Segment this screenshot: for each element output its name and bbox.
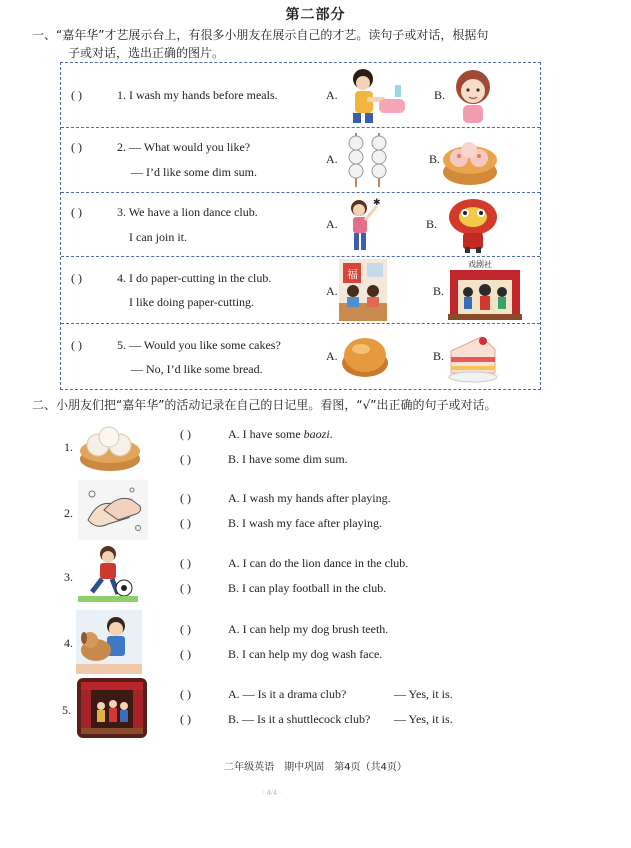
item-text: 2. — What would you like?	[117, 140, 251, 154]
part1-row-2	[61, 127, 540, 193]
option-a-text: A. I wash my hands after playing.	[228, 491, 391, 505]
opera-stage-image[interactable]	[446, 258, 524, 320]
dim-sum-steamer-image[interactable]	[441, 132, 499, 188]
girl-dancing-image[interactable]	[343, 196, 383, 252]
part1-row-1	[61, 63, 540, 128]
svg-text:✱: ✱	[373, 197, 381, 207]
option-a-label: A.	[326, 152, 338, 166]
option-a-text: A. I can do the lion dance in the club.	[228, 556, 409, 570]
page-title: 第二部分	[285, 7, 346, 23]
opera-sign: 戏剧社	[468, 260, 492, 269]
skewer-balls-image[interactable]	[343, 133, 393, 187]
item-text: 5. — Would you like some cakes?	[117, 338, 281, 352]
option-a-label: A.	[326, 88, 338, 102]
answer-blank[interactable]: ( )	[180, 712, 191, 726]
answer-blank[interactable]: ( )	[71, 271, 82, 285]
option-b-label: B.	[433, 349, 445, 363]
girl-washing-hands-image[interactable]	[341, 67, 411, 123]
item-text-line2: I can join it.	[129, 230, 187, 244]
svg-text:福: 福	[347, 269, 358, 281]
answer-blank[interactable]: ( )	[180, 491, 191, 505]
part1-table	[60, 62, 541, 390]
option-a-text	[228, 427, 333, 442]
option-a-label: A.	[326, 284, 338, 298]
boy-with-dog-image[interactable]	[76, 610, 142, 674]
option-a-italic: baozi	[303, 427, 330, 441]
answer-blank[interactable]: ( )	[180, 427, 191, 441]
item-text-line2: — No, I’d like some bread.	[131, 362, 263, 376]
option-a-reply: — Yes, it is.	[394, 687, 453, 701]
answer-blank[interactable]: ( )	[180, 647, 191, 661]
part1-heading-line2: 子或对话，选出正确的图片。	[68, 46, 225, 60]
page-mark: · 4/4 ·	[262, 788, 282, 797]
answer-blank[interactable]: ( )	[71, 205, 82, 219]
option-a-label: A.	[326, 217, 338, 231]
part1-heading-line1: 一、“嘉年华”才艺展示台上，有很多小朋友在展示自己的才艺。读句子或对话，根据句	[32, 28, 489, 42]
bread-image[interactable]	[341, 333, 389, 379]
item-text-line2: I like doing paper-cutting.	[129, 295, 255, 309]
option-a-text: A. — Is it a drama club?	[228, 687, 347, 701]
answer-blank[interactable]: ( )	[71, 140, 82, 154]
option-a-text-end: .	[329, 427, 333, 441]
answer-blank[interactable]: ( )	[180, 452, 191, 466]
item-text: 1. I wash my hands before meals.	[117, 88, 278, 102]
option-b-text: B. I wash my face after playing.	[228, 516, 382, 530]
answer-blank[interactable]: ( )	[180, 516, 191, 530]
option-b-label: B.	[429, 152, 441, 166]
item-number: 5.	[62, 703, 71, 717]
answer-blank[interactable]: ( )	[180, 556, 191, 570]
item-number: 1.	[64, 440, 73, 454]
boy-football-image[interactable]	[78, 544, 138, 602]
option-b-reply: — Yes, it is.	[394, 712, 453, 726]
washing-hands-image[interactable]	[78, 480, 148, 540]
option-a-label: A.	[326, 349, 338, 363]
page-footer: 二年级英语 期中巩固 第4页（共4页）	[224, 762, 407, 773]
answer-blank[interactable]: ( )	[180, 687, 191, 701]
option-a-text-start: A. I have some	[228, 427, 304, 441]
option-b-label: B.	[434, 88, 446, 102]
answer-blank[interactable]: ( )	[71, 338, 82, 352]
baozi-steamer-image[interactable]	[78, 425, 142, 473]
lion-dance-head-image[interactable]	[447, 195, 499, 253]
option-b-text: B. — Is it a shuttlecock club?	[228, 712, 371, 726]
item-text: 4. I do paper-cutting in the club.	[117, 271, 272, 285]
item-number: 3.	[64, 570, 73, 584]
answer-blank[interactable]: ( )	[180, 622, 191, 636]
answer-blank[interactable]: ( )	[71, 88, 82, 102]
drama-stage-image[interactable]	[77, 678, 147, 738]
girl-portrait-image[interactable]	[451, 67, 495, 123]
option-b-text: B. I can play football in the club.	[228, 581, 387, 595]
part2-heading: 二、小朋友们把“嘉年华”的活动记录在自己的日记里。看图，“√”出正确的句子或对话。	[32, 398, 497, 412]
option-b-label: B.	[426, 217, 438, 231]
part1-row-4	[61, 256, 540, 324]
cake-slice-image[interactable]	[447, 329, 499, 383]
part1-row-3	[61, 192, 540, 257]
option-a-text: A. I can help my dog brush teeth.	[228, 622, 389, 636]
answer-blank[interactable]: ( )	[180, 581, 191, 595]
option-b-text: B. I have some dim sum.	[228, 452, 348, 466]
item-text-line2: — I’d like some dim sum.	[131, 165, 257, 179]
option-b-label: B.	[433, 284, 445, 298]
option-b-text: B. I can help my dog wash face.	[228, 647, 383, 661]
item-number: 2.	[64, 506, 73, 520]
item-text: 3. We have a lion dance club.	[117, 205, 258, 219]
kids-paper-cutting-image[interactable]	[339, 259, 387, 321]
item-number: 4.	[64, 636, 73, 650]
part1-row-5	[61, 323, 540, 389]
